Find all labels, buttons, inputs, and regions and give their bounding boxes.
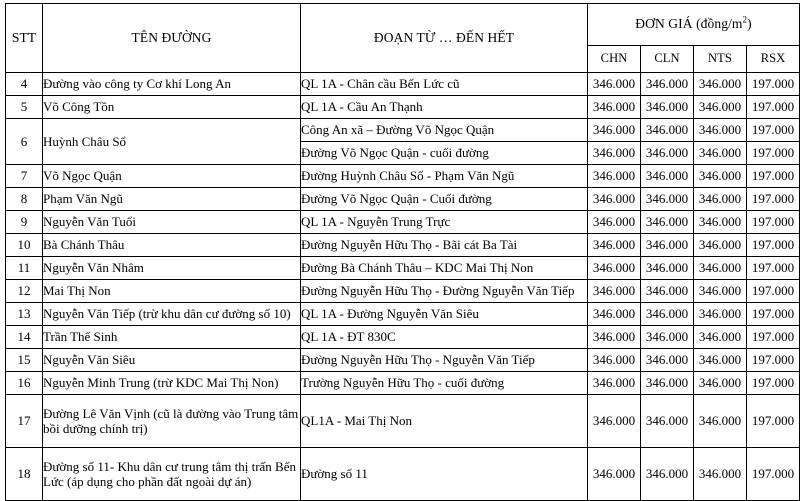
cell-price-nts: 346.000 [694,448,747,501]
cell-price-chn: 346.000 [588,119,641,142]
cell-segment: Đường Huỳnh Châu Sổ - Phạm Văn Ngũ [301,165,588,188]
cell-segment: Đường Bà Chánh Thâu – KDC Mai Thị Non [301,257,588,280]
column-header-unit-price [588,4,800,46]
cell-price-cln: 346.000 [641,119,694,142]
cell-stt: 14 [6,326,43,349]
cell-price-chn: 346.000 [588,234,641,257]
cell-price-chn: 346.000 [588,372,641,395]
cell-road-name: Đường vào công ty Cơ khí Long An [43,73,301,96]
cell-price-rsx: 197.000 [747,280,800,303]
cell-road-name: Nguyễn Văn Tiếp (trừ khu dân cư đường số 10) [43,303,301,326]
cell-price-nts: 346.000 [694,395,747,448]
cell-stt: 12 [6,280,43,303]
cell-segment: QL1A - Mai Thị Non [301,395,588,448]
cell-road-name: Nguyễn Văn Siêu [43,349,301,372]
cell-stt: 13 [6,303,43,326]
table-row [6,96,800,119]
cell-road-name: Nguyễn Văn Nhâm [43,257,301,280]
cell-segment: Trường Nguyễn Hữu Thọ - cuối đường [301,372,588,395]
cell-stt: 8 [6,188,43,211]
column-header-road-name: TÊN ĐƯỜNG [43,4,301,73]
table-row [6,165,800,188]
cell-price-cln: 346.000 [641,142,694,165]
cell-segment: Đường Võ Ngọc Quận - Cuối đường [301,188,588,211]
cell-price-rsx: 197.000 [747,165,800,188]
table-row [6,349,800,372]
table-row [6,303,800,326]
cell-price-nts: 346.000 [694,303,747,326]
cell-price-cln: 346.000 [641,211,694,234]
cell-price-rsx: 197.000 [747,349,800,372]
cell-segment: QL 1A - Nguyễn Trung Trực [301,211,588,234]
column-header-nts: NTS [694,45,747,72]
cell-price-nts: 346.000 [694,349,747,372]
table-header [6,4,800,73]
cell-price-chn: 346.000 [588,280,641,303]
cell-price-rsx: 197.000 [747,96,800,119]
column-header-stt: STT [6,4,43,73]
cell-road-name: Trần Thế Sinh [43,326,301,349]
column-header-rsx: RSX [747,45,800,72]
cell-price-cln: 346.000 [641,326,694,349]
cell-price-rsx: 197.000 [747,326,800,349]
table-row [6,188,800,211]
cell-road-name: Võ Ngọc Quận [43,165,301,188]
cell-price-chn: 346.000 [588,395,641,448]
cell-stt: 18 [6,448,43,501]
unit-price-text: ĐƠN GIÁ (đồng/m [635,16,743,32]
cell-segment: Đường Nguyễn Hữu Thọ - Đường Nguyễn Văn Tiếp [301,280,588,303]
cell-stt: 15 [6,349,43,372]
cell-stt: 16 [6,372,43,395]
cell-price-nts: 346.000 [694,257,747,280]
cell-segment: QL 1A - Cầu An Thạnh [301,96,588,119]
cell-price-chn: 346.000 [588,73,641,96]
table-row [6,119,800,142]
cell-price-cln: 346.000 [641,448,694,501]
cell-price-cln: 346.000 [641,395,694,448]
cell-price-rsx: 197.000 [747,119,800,142]
cell-price-nts: 346.000 [694,234,747,257]
cell-segment: Đường Nguyễn Hữu Thọ - Nguyễn Văn Tiếp [301,349,588,372]
unit-price-close: ) [747,16,752,32]
cell-price-chn: 346.000 [588,349,641,372]
cell-road-name: Nguyễn Văn Tuổi [43,211,301,234]
cell-price-chn: 346.000 [588,257,641,280]
header-row-primary [6,4,800,46]
cell-price-chn: 346.000 [588,96,641,119]
cell-price-cln: 346.000 [641,280,694,303]
cell-road-name: Đường Lê Văn Vịnh (cũ là đường vào Trung tâm bồi dưỡng chính trị) [43,395,301,448]
column-header-cln: CLN [641,45,694,72]
cell-price-chn: 346.000 [588,303,641,326]
cell-segment: QL 1A - Đường Nguyễn Văn Siêu [301,303,588,326]
cell-segment: Đường Nguyễn Hữu Thọ - Bãi cát Ba Tài [301,234,588,257]
cell-price-chn: 346.000 [588,211,641,234]
cell-price-nts: 346.000 [694,326,747,349]
cell-road-name: Phạm Văn Ngũ [43,188,301,211]
cell-price-cln: 346.000 [641,372,694,395]
cell-price-rsx: 197.000 [747,395,800,448]
table-row [6,280,800,303]
cell-price-rsx: 197.000 [747,303,800,326]
cell-price-rsx: 197.000 [747,188,800,211]
cell-stt: 10 [6,234,43,257]
cell-segment: Đường Võ Ngọc Quận - cuối đường [301,142,588,165]
table-body [6,73,800,501]
cell-stt: 5 [6,96,43,119]
column-header-chn: CHN [588,45,641,72]
cell-price-chn: 346.000 [588,448,641,501]
cell-price-cln: 346.000 [641,303,694,326]
land-price-table [5,3,800,501]
cell-stt: 6 [6,119,43,165]
cell-price-nts: 346.000 [694,280,747,303]
table-row [6,73,800,96]
table-row [6,234,800,257]
cell-price-cln: 346.000 [641,165,694,188]
cell-road-name: Nguyễn Minh Trung (trừ KDC Mai Thị Non) [43,372,301,395]
cell-price-nts: 346.000 [694,372,747,395]
cell-price-rsx: 197.000 [747,142,800,165]
cell-stt: 9 [6,211,43,234]
cell-price-cln: 346.000 [641,188,694,211]
cell-road-name: Mai Thị Non [43,280,301,303]
cell-price-nts: 346.000 [694,188,747,211]
cell-price-chn: 346.000 [588,326,641,349]
cell-segment: QL 1A - ĐT 830C [301,326,588,349]
cell-price-cln: 346.000 [641,349,694,372]
cell-price-chn: 346.000 [588,165,641,188]
cell-price-rsx: 197.000 [747,73,800,96]
cell-segment: Công An xã – Đường Võ Ngọc Quận [301,119,588,142]
cell-price-rsx: 197.000 [747,234,800,257]
cell-price-nts: 346.000 [694,211,747,234]
table-row [6,448,800,501]
cell-road-name: Huỳnh Châu Sổ [43,119,301,165]
table-row [6,395,800,448]
table-row [6,211,800,234]
cell-price-nts: 346.000 [694,142,747,165]
cell-price-nts: 346.000 [694,73,747,96]
cell-price-cln: 346.000 [641,73,694,96]
table-row [6,257,800,280]
cell-road-name: Bà Chánh Thâu [43,234,301,257]
cell-price-chn: 346.000 [588,142,641,165]
cell-price-cln: 346.000 [641,96,694,119]
cell-price-nts: 346.000 [694,119,747,142]
cell-segment: Đường số 11 [301,448,588,501]
table-row [6,326,800,349]
cell-price-rsx: 197.000 [747,372,800,395]
cell-price-rsx: 197.000 [747,448,800,501]
cell-stt: 7 [6,165,43,188]
cell-price-cln: 346.000 [641,257,694,280]
cell-stt: 4 [6,73,43,96]
column-header-segment: ĐOẠN TỪ … ĐẾN HẾT [301,4,588,73]
cell-price-nts: 346.000 [694,165,747,188]
cell-road-name: Đường số 11- Khu dân cư trung tâm thị trấn Bến Lức (áp dụng cho phần đất ngoài dự án) [43,448,301,501]
cell-segment: QL 1A - Chân cầu Bến Lức cũ [301,73,588,96]
table-row [6,372,800,395]
cell-stt: 17 [6,395,43,448]
unit-price-exponent: 2 [742,14,748,25]
cell-price-rsx: 197.000 [747,211,800,234]
cell-price-nts: 346.000 [694,96,747,119]
cell-price-chn: 346.000 [588,188,641,211]
cell-price-cln: 346.000 [641,234,694,257]
cell-stt: 11 [6,257,43,280]
cell-price-rsx: 197.000 [747,257,800,280]
cell-road-name: Võ Công Tồn [43,96,301,119]
